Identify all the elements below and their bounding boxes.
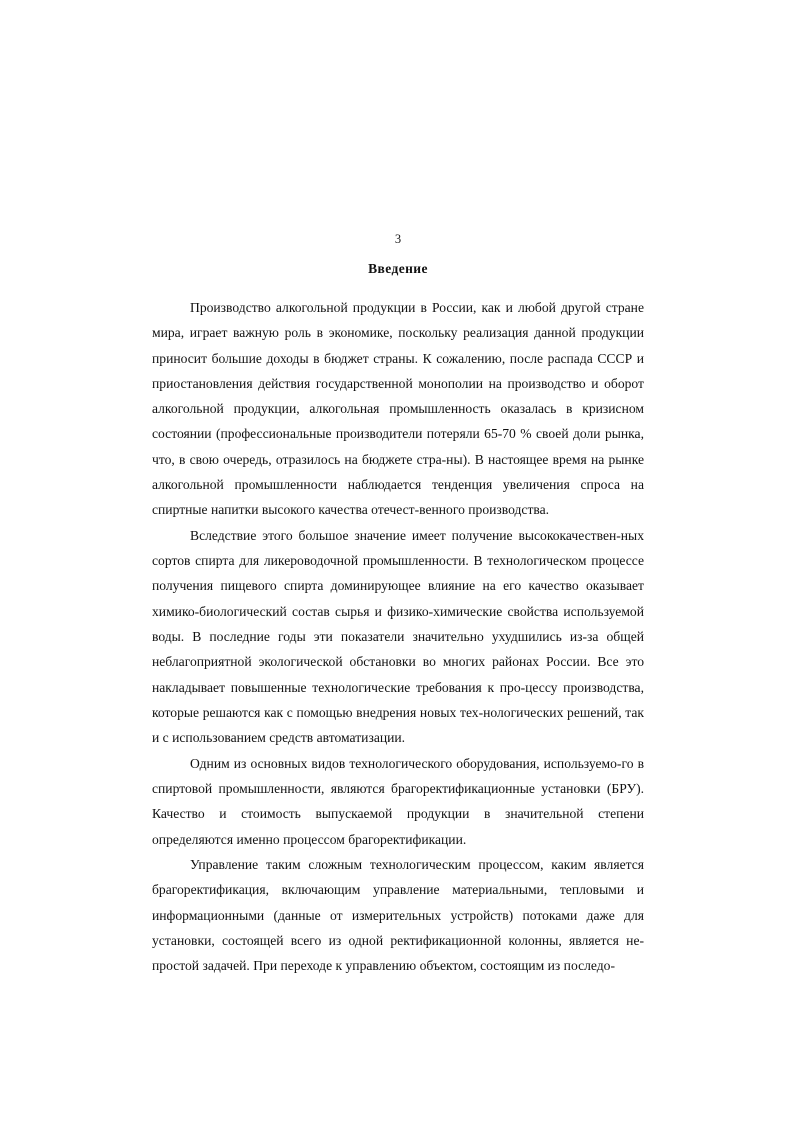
page-title: Введение [368,261,428,276]
body-paragraph: Вследствие этого большое значение имеет получение высококачествен-ных сортов спирта для ликероводочной промышленности. В технологическом процессе получения пищевого спирта доминирующее влияние на его качество оказывает химико-биологический состав сырья и физико-химические свойства используемой воды. В последние годы эти показатели значительно ухудшились из-за общей неблагоприятной экологической обстановки во многих районах России. Все это накладывает повышенные технологические требования к про-цессу производства, которые решаются как с помощью внедрения новых тех-нологических решений, так и с использованием средств автоматизации. [152,527,644,746]
body-paragraph: Производство алкогольной продукции в России, как и любой другой стране мира, играет важную роль в экономике, поскольку реализация данной продукции приносит большие доходы в бюджет страны. К сожалению, после распада СССР и приостановления действия государственной монополии на производство и оборот алкогольной продукции, алкогольная промышленность оказалась в кризисном состоянии (профессиональные производители потеряли 65-70 % своей доли рынка, что, в свою очередь, отразилось на бюджете стра-ны). В настоящее время на рынке алкогольной промышленности наблюдается тенденция увеличения спроса на спиртные напитки высокого качества отечест-венного производства. [152,300,644,518]
page-content [152,232,644,979]
page-number: 3 [394,232,402,246]
body-paragraph: Управление таким сложным технологическим процессом, каким является брагоректификация, включающим управление материальными, тепловыми и информационными (данные от измерительных устройств) потоками даже для установки, состоящей всего из одной ректификационной колонны, является не-простой задачей. При переходе к управлению объектом, состоящим из последо- [152,857,644,974]
body-paragraph: Одним из основных видов технологического оборудования, используемо-го в спиртовой промышленности, являются брагоректификационные установки (БРУ). Качество и стоимость выпускаемой продукции в значительной степени определяются именно процессом брагоректификации. [152,755,644,847]
